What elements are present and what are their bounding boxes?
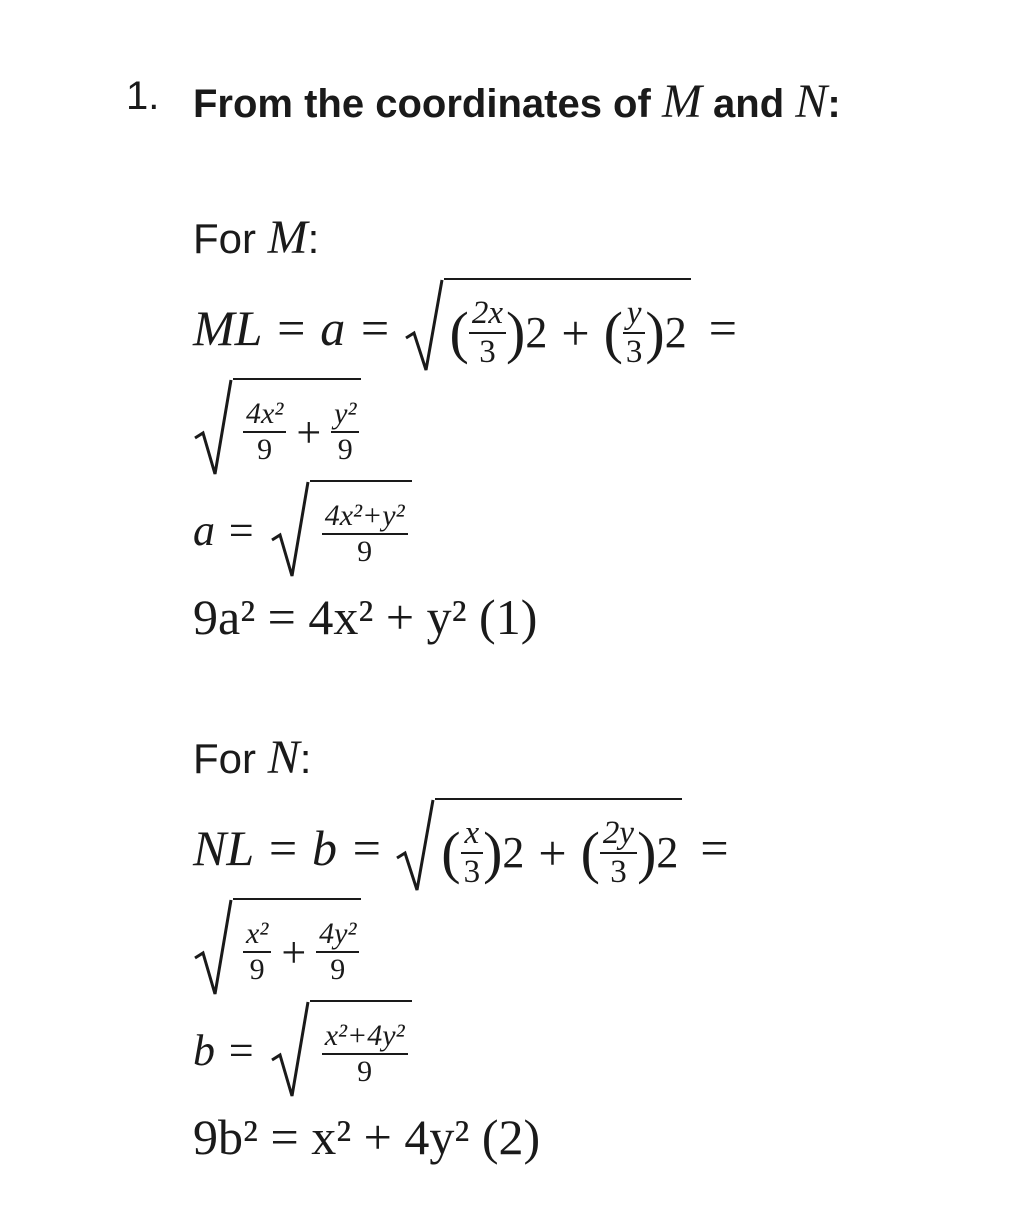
n-equation-line-2 (193, 898, 361, 998)
m-sqrt-3: $\frac{\text{4x²+y²}}{9}$ (270, 480, 412, 580)
m-lhs: ML = a = (193, 300, 392, 356)
step-heading (193, 74, 841, 129)
label-var-n: N (267, 731, 300, 784)
sqrt-sign-icon (270, 1000, 310, 1100)
heading-text: From the coordinates of (193, 82, 651, 126)
sqrt-sign-icon (270, 480, 310, 580)
n-sqrt-3: $\frac{\text{x²+4y²}}{9}$ (270, 1000, 412, 1100)
m-equals: = (708, 300, 737, 356)
n-sqrt-1: ( $\frac{x}{3}$ ) 2 + ( $\frac{2y}{3}$ ) 2 (395, 798, 682, 898)
step-number: 1. (126, 74, 160, 118)
n-equation-line-3 (193, 1000, 412, 1100)
sqrt-sign-icon (193, 378, 233, 478)
heading-var-m: M (661, 75, 702, 128)
label-colon: : (299, 735, 312, 782)
label-for-n (193, 730, 311, 785)
m-equation-line-3 (193, 480, 412, 580)
n-equals: = (700, 820, 729, 876)
label-var-m: M (267, 211, 308, 264)
heading-colon: : (827, 82, 841, 126)
m-line3-lhs: a = (193, 505, 256, 555)
sqrt-sign-icon (404, 278, 444, 378)
m-result-equation: 9a² = 4x² + y² (1) (193, 589, 538, 645)
sqrt-sign-icon (395, 798, 435, 898)
m-equation-line-1 (193, 278, 737, 378)
heading-var-n: N (795, 75, 828, 128)
heading-and: and (713, 82, 785, 126)
m-sqrt-2: $\frac{\text{4x²}}{9}$ + $\frac{\text{y²}}{9}$ (193, 378, 361, 478)
label-for-m (193, 210, 319, 265)
n-equation-line-1 (193, 798, 729, 898)
m-sqrt-1: ( $\frac{2x}{3}$ ) 2 + ( $\frac{y}{3}$ ) 2 (404, 278, 691, 378)
label-for-text: For (193, 215, 256, 262)
n-line3-lhs: b = (193, 1025, 256, 1075)
n-lhs: NL = b = (193, 820, 384, 876)
label-colon: : (307, 215, 320, 262)
n-sqrt-2: $\frac{\text{x²}}{9}$ + $\frac{\text{4y²}}{9}$ (193, 898, 361, 998)
n-result-equation: 9b² = x² + 4y² (2) (193, 1109, 541, 1165)
label-for-text: For (193, 735, 256, 782)
sqrt-sign-icon (193, 898, 233, 998)
m-equation-line-2 (193, 378, 361, 478)
